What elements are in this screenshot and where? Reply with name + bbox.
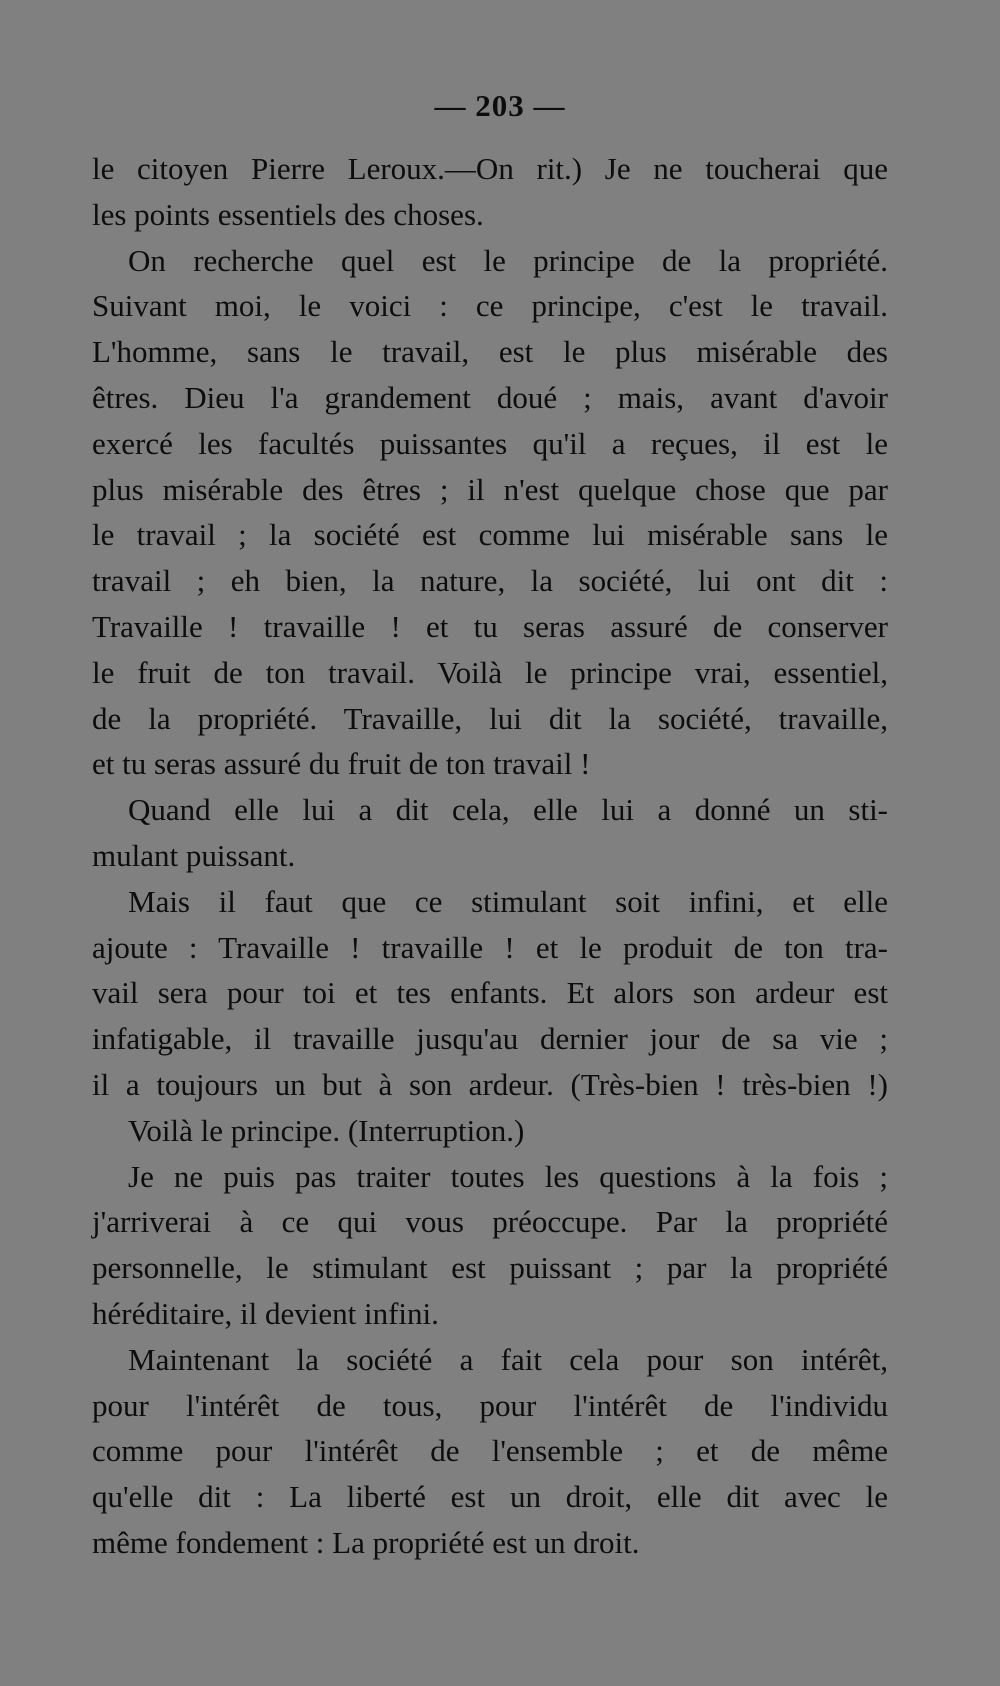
text-line: mulant puissant. [92, 837, 296, 873]
text-line: il a toujours un but à son ardeur. (Très-bien ! très-bien !) [92, 1066, 888, 1102]
text-line: Quand elle lui a dit cela, elle lui a donné un sti- [128, 792, 888, 828]
text-line: le travail ; la société est comme lui misérable sans le [92, 517, 888, 553]
body-text [92, 146, 888, 1566]
text-line: les points essentiels des choses. [92, 196, 484, 232]
text-line: ajoute : Travaille ! travaille ! et le produit de ton tra- [92, 929, 888, 965]
page-number: — 203 — [434, 88, 566, 123]
text-line: personnelle, le stimulant est puissant ; par la propriété [92, 1250, 888, 1286]
text-line: Maintenant la société a fait cela pour son intérêt, [128, 1341, 888, 1377]
text-line: plus misérable des êtres ; il n'est quelque chose que par [92, 471, 888, 507]
text-line: même fondement : La propriété est un droit. [92, 1524, 640, 1560]
text-line: qu'elle dit : La liberté est un droit, elle dit avec le [92, 1479, 888, 1515]
text-line: Voilà le principe. (Interruption.) [128, 1112, 525, 1148]
text-line: le fruit de ton travail. Voilà le principe vrai, essentiel, [92, 654, 888, 690]
text-line: On recherche quel est le principe de la propriété. [128, 242, 888, 278]
text-line: Mais il faut que ce stimulant soit infini, et elle [128, 883, 888, 919]
text-line: infatigable, il travaille jusqu'au dernier jour de sa vie ; [92, 1021, 888, 1057]
text-line: et tu seras assuré du fruit de ton travail ! [92, 746, 591, 782]
text-line: pour l'intérêt de tous, pour l'intérêt de l'individu [92, 1387, 888, 1423]
text-line: Suivant moi, le voici : ce principe, c'est le travail. [92, 288, 888, 324]
text-line: de la propriété. Travaille, lui dit la société, travaille, [92, 700, 888, 736]
text-line: Travaille ! travaille ! et tu seras assuré de conserver [92, 608, 888, 644]
text-line: j'arriverai à ce qui vous préoccupe. Par la propriété [92, 1204, 888, 1240]
text-line: Je ne puis pas traiter toutes les questions à la fois ; [128, 1158, 888, 1194]
text-line: êtres. Dieu l'a grandement doué ; mais, avant d'avoir [92, 379, 888, 415]
text-line: travail ; eh bien, la nature, la société, lui ont dit : [92, 563, 888, 599]
text-line: le citoyen Pierre Leroux.—On rit.) Je ne toucherai que [92, 151, 888, 186]
text-line: héréditaire, il devient infini. [92, 1295, 439, 1331]
text-line: L'homme, sans le travail, est le plus misérable des [92, 334, 888, 370]
text-line: vail sera pour toi et tes enfants. Et alors son ardeur est [92, 975, 888, 1011]
text-line: comme pour l'intérêt de l'ensemble ; et de même [92, 1433, 888, 1469]
text-line: exercé les facultés puissantes qu'il a reçues, il est le [92, 425, 888, 461]
